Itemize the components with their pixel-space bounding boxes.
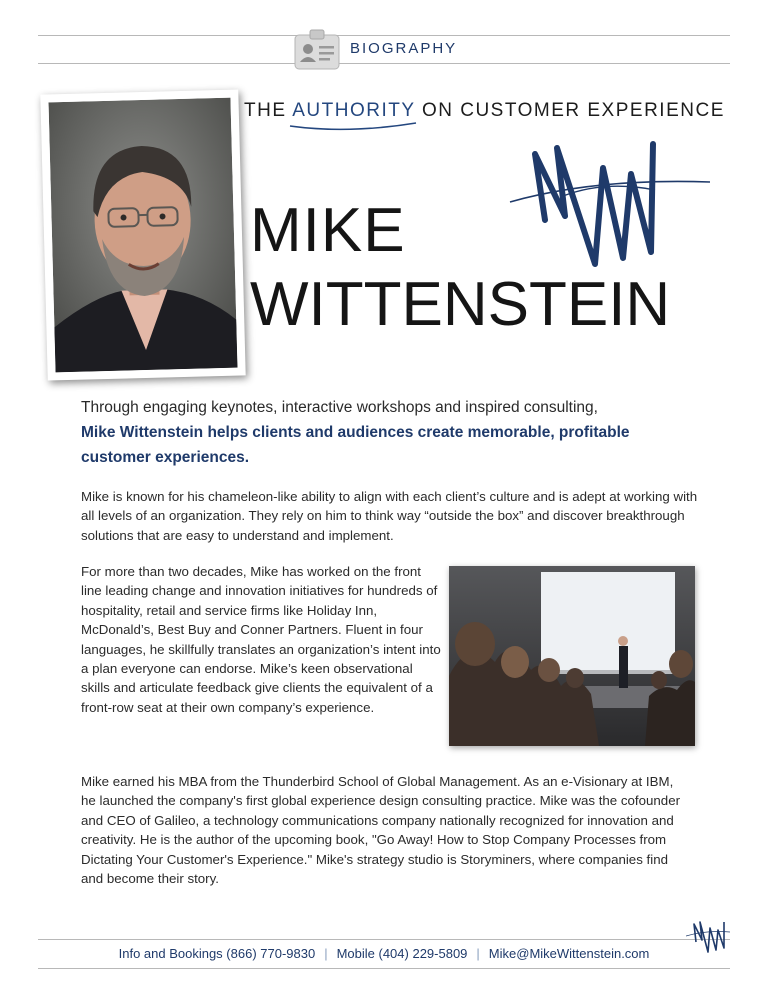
id-card-icon [292,28,342,72]
footer-mobile: Mobile (404) 229-5809 [336,946,468,961]
tagline-accent: AUTHORITY [292,100,416,121]
bottom-rule-lower [38,968,730,969]
mw-signature-icon [505,140,713,268]
top-rule [38,35,730,36]
footer-separator: | [476,946,480,961]
name-first: MIKE [250,196,406,265]
footer-bookings: Info and Bookings (866) 770-9830 [118,946,316,961]
top-rule-lower [38,63,730,64]
tagline-prefix: THE [244,100,293,121]
intro-highlight: Mike Wittenstein helps clients and audiences create memorable, profitable customer experiences. [81,424,630,466]
section-label: BIOGRAPHY [350,40,458,57]
keynote-photo-frame [449,566,695,746]
portrait-frame [40,89,245,380]
contact-footer [0,946,768,961]
swoosh-underline-icon [288,120,420,134]
bio-paragraph-2: For more than two decades, Mike has worked on the front line leading change and innovation initiatives for hundreds of hospitality, retail and service firms like Holiday Inn, McDonald’s, Best Buy and Conner Partners. Fluent in four languages, he skillfully translates an organization’s intent into a plan everyone can endorse. Mike’s keen observational skills and articulate feedback give clients the equivalent of a front-row seat at their own company’s experience. [81,564,441,715]
intro-paragraph [81,395,701,470]
portrait-photo [48,98,237,373]
tagline [244,100,725,122]
bio-paragraph-1: Mike is known for his chameleon-like ability to align with each client’s culture and is adept at working with all levels of an organization. They rely on him to think way “outside the box” and discover breakthrough solutions that are easy to understand and implement. [81,489,698,543]
footer-separator: | [324,946,328,961]
keynote-photo [449,566,695,746]
bottom-rule [38,939,730,940]
intro-lead: Through engaging keynotes, interactive workshops and inspired consulting, [81,399,598,416]
name-last: WITTENSTEIN [250,270,671,339]
bio-paragraph-3: Mike earned his MBA from the Thunderbird School of Global Management. As an e-Visionary at IBM, he launched the company's first global experience design consulting practice. Mike was the cofounder and CEO of Galileo, a technology communications company nationally recognized for innovation and creativity. He is the author of the upcoming book, "Go Away! How to Stop Company Processes from Dictating Your Customer's Experience." Mike's strategy studio is Storyminers, where companies find and become their story. [81,774,681,887]
tagline-suffix: ON CUSTOMER EXPERIENCE [415,100,725,121]
footer-email-link[interactable]: Mike@MikeWittenstein.com [488,946,650,961]
